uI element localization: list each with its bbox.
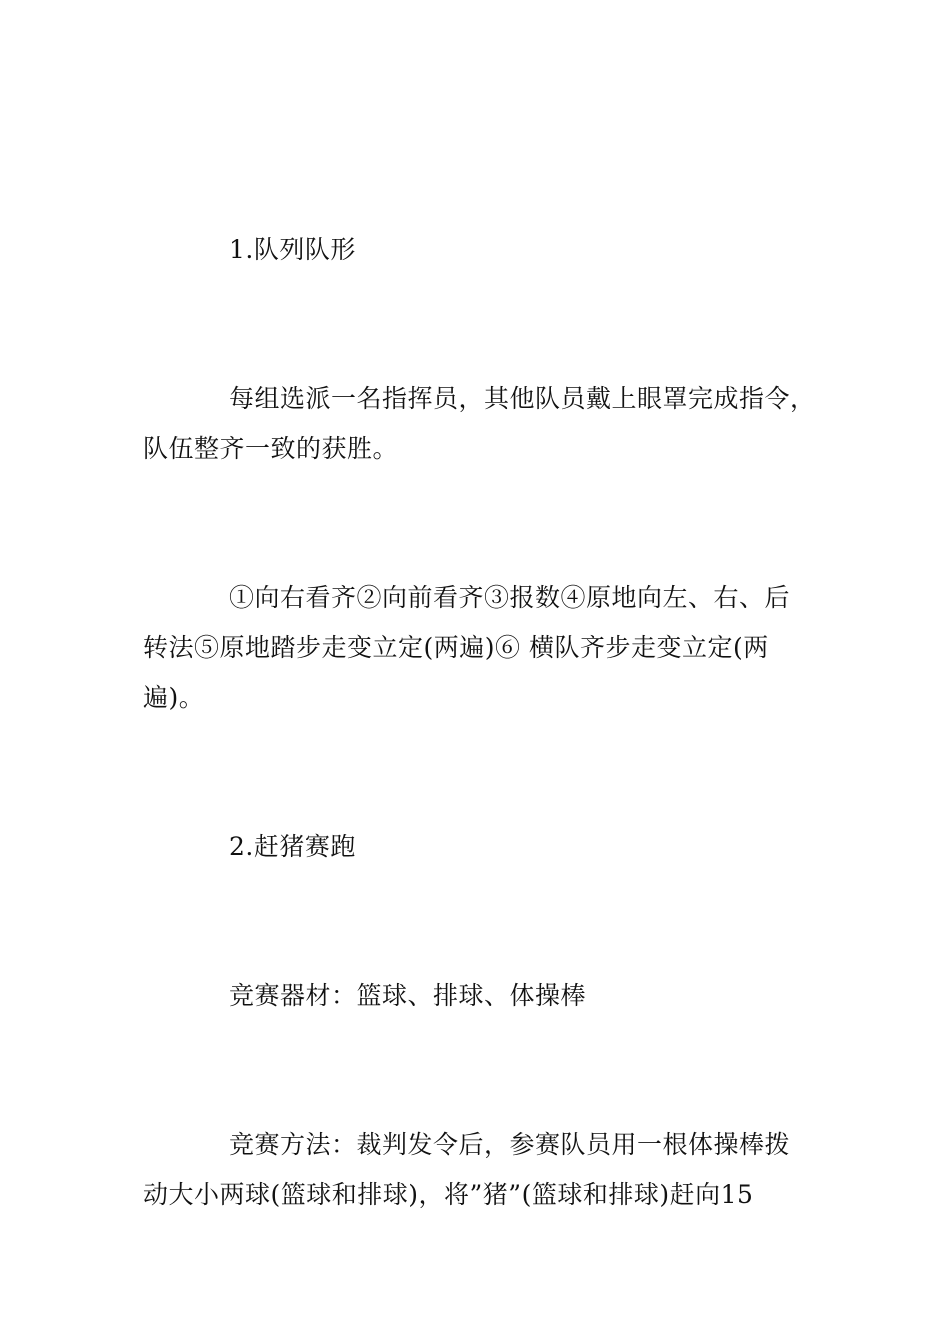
method-line-1: 竞赛方法：裁判发令后，参赛队员用一根体操棒拨 <box>229 1130 791 1159</box>
paragraph-2-line-2: 转法⑤原地踏步走变立定(两遍)⑥ 横队齐步走变立定(两 <box>143 633 769 662</box>
paragraph-1-line-1: 每组选派一名指挥员，其他队员戴上眼罩完成指令， <box>229 384 816 413</box>
section-heading-1: 1.队列队形 <box>229 235 356 264</box>
method-line-2: 动大小两球(篮球和排球)，将”猪”(篮球和排球)赶向15 <box>143 1180 754 1209</box>
section-heading-2: 2.赶猪赛跑 <box>229 832 356 861</box>
equipment-line: 竞赛器材：篮球、排球、体操棒 <box>229 981 587 1010</box>
paragraph-2-line-3: 遍)。 <box>143 683 205 712</box>
paragraph-2-line-1: ①向右看齐②向前看齐③报数④原地向左、右、后 <box>229 583 791 612</box>
paragraph-1-line-2: 队伍整齐一致的获胜。 <box>143 434 399 463</box>
